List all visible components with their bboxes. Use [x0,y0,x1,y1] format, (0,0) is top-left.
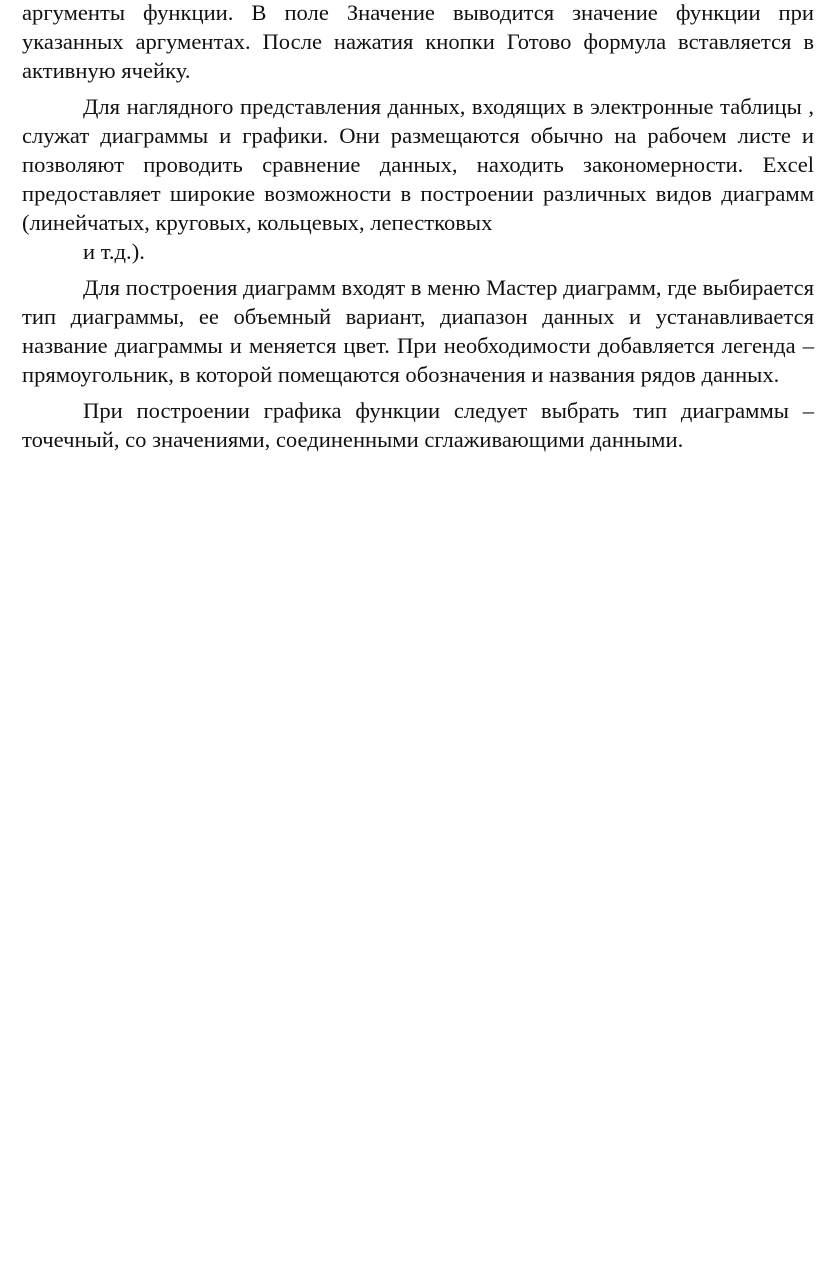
paragraph-charts-intro [22,92,814,266]
document-page [22,0,814,454]
paragraph-charts-intro-text: Для наглядного представления данных, входящих в электронные таблицы , служат диаграммы и графики. Они размещаются обычно на рабочем листе и позволяют проводить сравнение данных, находить закономерности. Excel предоставляет широкие возможности в построении различных видов диаграмм (линейчатых, круговых, кольцевых, лепестковых [22,94,814,235]
paragraph-function-graph: При построении графика функции следует выбрать тип диаграммы – точечный, со значениями, соединенными сглаживающими данными. [22,398,814,452]
paragraph-charts-intro-continuation: и т.д.). [83,239,145,264]
paragraph-function-arguments: аргументы функции. В поле Значение выводится значение функции при указанных аргументах. После нажатия кнопки Готово формула вставляется в активную ячейку. [22,0,814,83]
paragraph-chart-wizard: Для построения диаграмм входят в меню Мастер диаграмм, где выбирается тип диаграммы, ее объемный вариант, диапазон данных и устанавливается название диаграммы и меняется цвет. При необходимости добавляется легенда – прямоугольник, в которой помещаются обозначения и названия рядов данных. [22,275,814,387]
